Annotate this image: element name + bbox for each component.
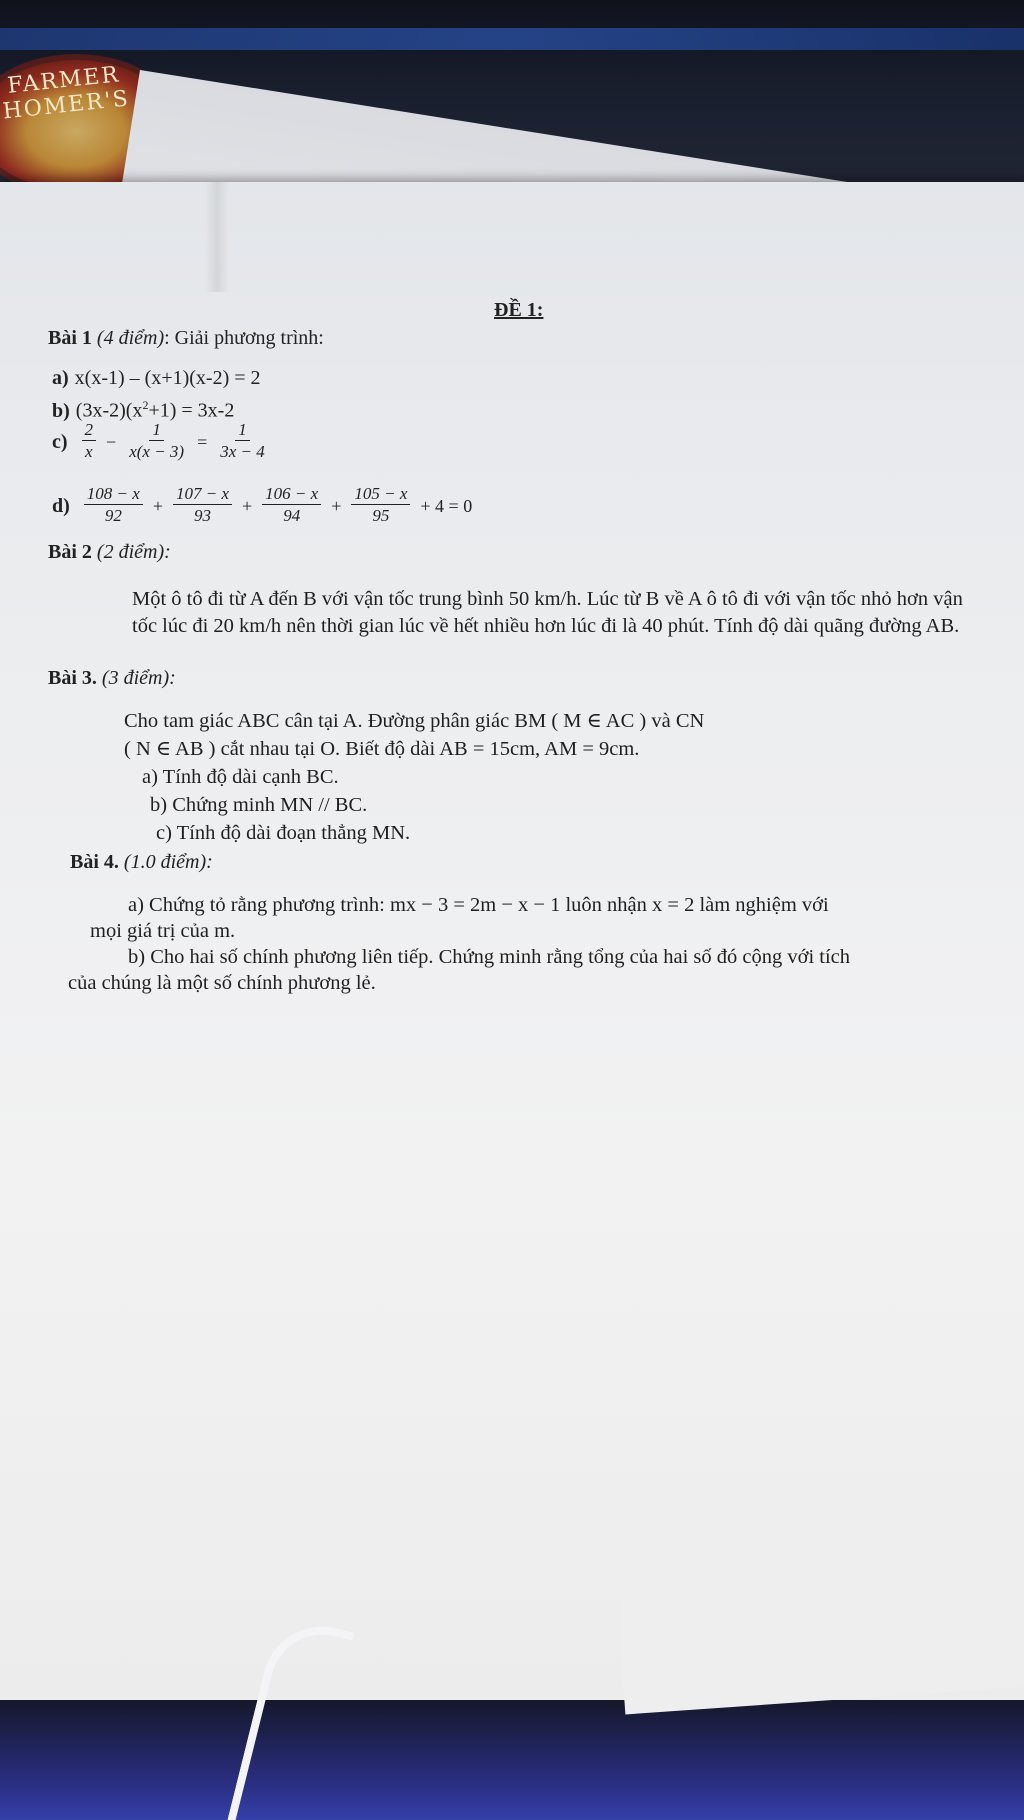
bai1-b-label: b) <box>52 399 70 422</box>
bai4-b-line-2: của chúng là một số chính phương lẻ. <box>68 972 376 994</box>
bai1-c-minus: − <box>106 431 117 452</box>
fraction-denominator: 92 <box>104 506 122 525</box>
bai1-d-label: d) <box>52 494 70 517</box>
bai4-a-line-2: mọi giá trị của m. <box>90 920 236 942</box>
fraction-denominator: 95 <box>372 506 390 525</box>
bai1-d-tail: + 4 = 0 <box>420 495 473 516</box>
bai1-d-fraction-4 <box>351 484 410 527</box>
bai4-b-line-1: b) Cho hai số chính phương liên tiếp. Chứng minh rằng tổng của hai số đó cộng với tích <box>128 946 851 968</box>
bai1-b-exponent: 2 <box>142 398 149 412</box>
fraction-numerator: 2 <box>82 420 97 441</box>
bai1-a <box>52 366 261 390</box>
fraction-denominator: 3x − 4 <box>220 442 265 461</box>
bai1-b <box>52 393 234 423</box>
plus-sign: + <box>331 495 342 516</box>
bai4-heading <box>70 850 213 874</box>
bai4-points: (1.0 điểm): <box>123 851 213 873</box>
bai3-line-1: Cho tam giác ABC cân tại A. Đường phân giác BM ( M ∈ AC ) và CN <box>124 710 705 732</box>
plus-sign: + <box>242 495 253 516</box>
bai1-d-fraction-2 <box>173 484 232 527</box>
bai3-part-c: c) Tính độ dài đoạn thẳng MN. <box>156 822 411 844</box>
bai3-part-b: b) Chứng minh MN // BC. <box>150 794 368 816</box>
plus-sign: + <box>152 495 163 516</box>
bai3-heading <box>48 666 176 690</box>
bai4-label: Bài 4. <box>70 851 119 873</box>
bai1-c-fraction-1 <box>82 420 97 463</box>
fraction-numerator: 108 − x <box>84 484 143 505</box>
bai3-line-2: ( N ∈ AB ) cắt nhau tại O. Biết độ dài AB = 15cm, AM = 9cm. <box>124 738 640 760</box>
bai4-a-line-1: a) Chứng tỏ rằng phương trình: mx − 3 = 2m − x − 1 luôn nhận x = 2 làm nghiệm với <box>128 894 829 916</box>
fraction-numerator: 1 <box>235 420 250 441</box>
bai2-points: (2 điểm): <box>96 541 171 563</box>
exam-title: ĐỀ 1: <box>494 299 544 321</box>
fraction-numerator: 1 <box>149 420 164 441</box>
fraction-numerator: 106 − x <box>262 484 321 505</box>
bai1-b-expr-2: +1) = 3x-2 <box>148 399 235 422</box>
fraction-numerator: 107 − x <box>173 484 232 505</box>
fraction-denominator: 94 <box>283 506 301 525</box>
bai1-a-expr: x(x-1) – (x+1)(x-2) = 2 <box>74 367 261 389</box>
logo-text: FARMER HOMER'S <box>1 62 132 125</box>
bai1-c-equals: = <box>197 431 208 452</box>
bai1-c-label: c) <box>52 430 68 453</box>
bai1-d-fraction-1 <box>84 484 143 527</box>
fraction-denominator: x(x − 3) <box>129 442 185 461</box>
bai1-b-expr-1: (3x-2)(x <box>75 399 143 422</box>
bai3-label: Bài 3. <box>48 667 97 689</box>
bai2-problem-text: Một ô tô đi từ A đến B với vận tốc trung bình 50 km/h. Lúc từ B về A ô tô đi với vận tốc nhỏ hơn vận tốc lúc đi 20 km/h nên thời gian lúc về hết nhiều hơn lúc đi là 40 phút. Tính độ dài quãng đường AB. <box>132 588 963 637</box>
fraction-numerator: 105 − x <box>351 484 410 505</box>
fraction-denominator: 93 <box>194 506 211 525</box>
bai1-task: : Giải phương trình: <box>164 327 324 349</box>
bai3-points: (3 điểm): <box>101 667 176 689</box>
dark-background-bottom <box>0 1700 1024 1820</box>
bai1-c-fraction-2 <box>126 420 187 463</box>
bai1-a-label: a) <box>52 367 69 389</box>
bai1-label: Bài 1 <box>48 327 92 349</box>
fraction-denominator: x <box>85 442 93 461</box>
bai1-points: (4 điểm) <box>96 327 165 349</box>
bai1-c-fraction-3 <box>217 420 268 463</box>
bai1-d-fraction-3 <box>262 484 321 527</box>
bai2-label: Bài 2 <box>48 541 92 563</box>
bai1-c <box>52 420 271 463</box>
bai1-d <box>52 484 474 527</box>
bai2-heading <box>48 540 171 564</box>
bai1-heading <box>48 326 324 350</box>
bai3-part-a: a) Tính độ dài cạnh BC. <box>142 766 339 788</box>
bottom-paper-sheet <box>616 1546 1024 1715</box>
